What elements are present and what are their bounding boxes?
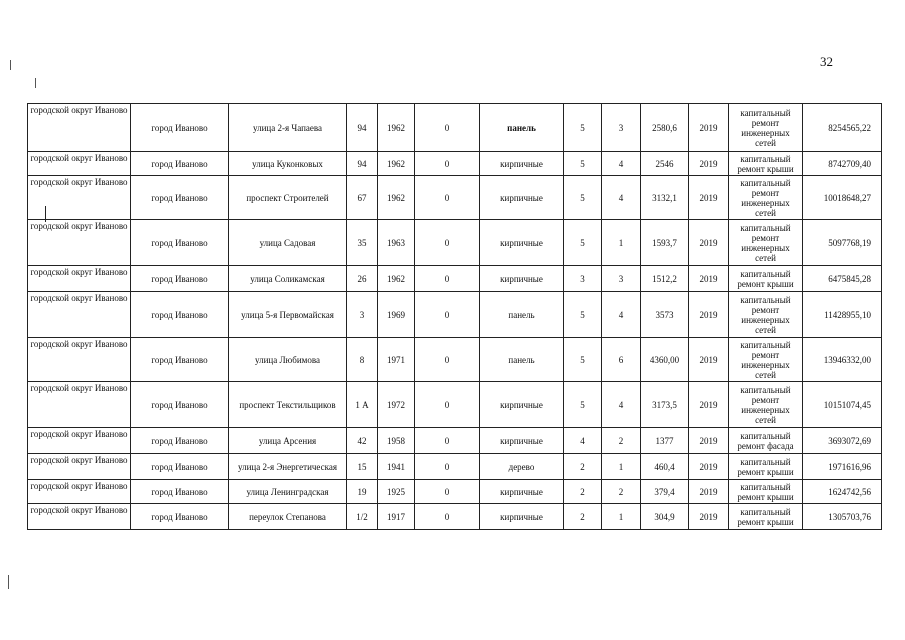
area-cell: 3173,5 [641,382,689,428]
build-year-cell: 1917 [378,504,415,530]
city-cell: город Иваново [131,104,229,152]
work-type-cell: капитальный ремонт инженерных сетей [729,382,803,428]
build-year-cell: 1963 [378,220,415,266]
table-row [28,382,882,428]
city-cell: город Иваново [131,428,229,454]
entrances-cell: 3 [602,266,641,292]
area-cell: 460,4 [641,454,689,480]
street-cell: улица Соликамская [229,266,347,292]
floors-cell: 5 [564,292,602,338]
floors-cell: 2 [564,454,602,480]
street-cell: проспект Текстильщиков [229,382,347,428]
table-row [28,428,882,454]
work-type-cell: капитальный ремонт крыши [729,454,803,480]
entrances-cell: 4 [602,292,641,338]
area-cell: 4360,00 [641,338,689,382]
cost-cell: 1305703,76 [803,504,882,530]
city-cell: город Иваново [131,480,229,504]
city-cell: город Иваново [131,292,229,338]
area-cell: 2546 [641,152,689,176]
table-row [28,152,882,176]
wall-material-cell: панель [480,104,564,152]
floors-cell: 5 [564,338,602,382]
wall-material-cell: панель [480,338,564,382]
street-cell: улица 2-я Энергетическая [229,454,347,480]
area-cell: 1512,2 [641,266,689,292]
table-row [28,454,882,480]
build-year-cell: 1972 [378,382,415,428]
street-cell: улица Куконковых [229,152,347,176]
zero-cell: 0 [415,104,480,152]
table-row [28,220,882,266]
cost-cell: 1971616,96 [803,454,882,480]
build-year-cell: 1969 [378,292,415,338]
house-number-cell: 26 [347,266,378,292]
build-year-cell: 1958 [378,428,415,454]
entrances-cell: 1 [602,504,641,530]
district-cell: городской округ Иваново [28,428,131,454]
scan-mark [35,78,36,88]
build-year-cell: 1962 [378,266,415,292]
city-cell: город Иваново [131,176,229,220]
house-number-cell: 67 [347,176,378,220]
house-number-cell: 1/2 [347,504,378,530]
house-number-cell: 3 [347,292,378,338]
table-row [28,504,882,530]
area-cell: 2580,6 [641,104,689,152]
district-cell: городской округ Иваново [28,152,131,176]
area-cell: 379,4 [641,480,689,504]
plan-year-cell: 2019 [689,428,729,454]
wall-material-cell: кирпичные [480,382,564,428]
entrances-cell: 2 [602,480,641,504]
street-cell: улица Арсения [229,428,347,454]
floors-cell: 5 [564,220,602,266]
entrances-cell: 4 [602,382,641,428]
work-type-cell: капитальный ремонт крыши [729,480,803,504]
city-cell: город Иваново [131,504,229,530]
zero-cell: 0 [415,176,480,220]
build-year-cell: 1925 [378,480,415,504]
entrances-cell: 4 [602,176,641,220]
plan-year-cell: 2019 [689,480,729,504]
cost-cell: 1624742,56 [803,480,882,504]
district-cell: городской округ Иваново [28,104,131,152]
zero-cell: 0 [415,338,480,382]
area-cell: 3573 [641,292,689,338]
build-year-cell: 1971 [378,338,415,382]
house-number-cell: 19 [347,480,378,504]
zero-cell: 0 [415,266,480,292]
plan-year-cell: 2019 [689,176,729,220]
zero-cell: 0 [415,152,480,176]
cost-cell: 10151074,45 [803,382,882,428]
floors-cell: 5 [564,176,602,220]
city-cell: город Иваново [131,338,229,382]
wall-material-cell: дерево [480,454,564,480]
city-cell: город Иваново [131,220,229,266]
house-number-cell: 42 [347,428,378,454]
entrances-cell: 6 [602,338,641,382]
street-cell: улица Любимова [229,338,347,382]
work-type-cell: капитальный ремонт крыши [729,266,803,292]
table-row [28,292,882,338]
plan-year-cell: 2019 [689,152,729,176]
zero-cell: 0 [415,382,480,428]
scan-mark [8,575,9,589]
entrances-cell: 2 [602,428,641,454]
wall-material-cell: кирпичные [480,428,564,454]
work-type-cell: капитальный ремонт инженерных сетей [729,338,803,382]
plan-year-cell: 2019 [689,338,729,382]
work-type-cell: капитальный ремонт фасада [729,428,803,454]
wall-material-cell: кирпичные [480,504,564,530]
table-row [28,176,882,220]
area-cell: 1593,7 [641,220,689,266]
cost-cell: 5097768,19 [803,220,882,266]
build-year-cell: 1962 [378,152,415,176]
house-number-cell: 94 [347,104,378,152]
page-number: 32 [820,54,833,69]
house-number-cell: 15 [347,454,378,480]
work-type-cell: капитальный ремонт крыши [729,504,803,530]
work-type-cell: капитальный ремонт инженерных сетей [729,220,803,266]
floors-cell: 5 [564,382,602,428]
build-year-cell: 1962 [378,176,415,220]
district-cell: городской округ Иваново [28,266,131,292]
district-cell: городской округ Иваново [28,480,131,504]
street-cell: улица Садовая [229,220,347,266]
floors-cell: 2 [564,480,602,504]
cost-cell: 8254565,22 [803,104,882,152]
area-cell: 3132,1 [641,176,689,220]
work-type-cell: капитальный ремонт инженерных сетей [729,292,803,338]
district-cell: городской округ Иваново [28,338,131,382]
entrances-cell: 3 [602,104,641,152]
zero-cell: 0 [415,220,480,266]
work-type-cell: капитальный ремонт крыши [729,152,803,176]
district-cell: городской округ Иваново [28,504,131,530]
plan-year-cell: 2019 [689,266,729,292]
zero-cell: 0 [415,504,480,530]
city-cell: город Иваново [131,266,229,292]
work-type-cell: капитальный ремонт инженерных сетей [729,104,803,152]
zero-cell: 0 [415,292,480,338]
wall-material-cell: кирпичные [480,266,564,292]
cost-cell: 3693072,69 [803,428,882,454]
district-cell: городской округ Иваново [28,220,131,266]
table-row [28,338,882,382]
floors-cell: 3 [564,266,602,292]
plan-year-cell: 2019 [689,454,729,480]
house-number-cell: 1 А [347,382,378,428]
district-cell: городской округ Иваново [28,176,131,220]
table-row [28,480,882,504]
zero-cell: 0 [415,454,480,480]
area-cell: 1377 [641,428,689,454]
city-cell: город Иваново [131,454,229,480]
cost-cell: 13946332,00 [803,338,882,382]
entrances-cell: 1 [602,220,641,266]
entrances-cell: 4 [602,152,641,176]
plan-year-cell: 2019 [689,220,729,266]
district-cell: городской округ Иваново [28,454,131,480]
work-type-cell: капитальный ремонт инженерных сетей [729,176,803,220]
wall-material-cell: кирпичные [480,220,564,266]
street-cell: улица 5-я Первомайская [229,292,347,338]
build-year-cell: 1941 [378,454,415,480]
wall-material-cell: панель [480,292,564,338]
district-cell: городской округ Иваново [28,382,131,428]
scan-mark [10,60,11,70]
zero-cell: 0 [415,480,480,504]
housing-repair-table [27,103,882,530]
build-year-cell: 1962 [378,104,415,152]
street-cell: переулок Степанова [229,504,347,530]
street-cell: проспект Строителей [229,176,347,220]
plan-year-cell: 2019 [689,292,729,338]
zero-cell: 0 [415,428,480,454]
house-number-cell: 94 [347,152,378,176]
cost-cell: 6475845,28 [803,266,882,292]
cost-cell: 10018648,27 [803,176,882,220]
area-cell: 304,9 [641,504,689,530]
wall-material-cell: кирпичные [480,480,564,504]
floors-cell: 2 [564,504,602,530]
wall-material-cell: кирпичные [480,152,564,176]
house-number-cell: 35 [347,220,378,266]
plan-year-cell: 2019 [689,382,729,428]
district-cell: городской округ Иваново [28,292,131,338]
floors-cell: 4 [564,428,602,454]
cost-cell: 8742709,40 [803,152,882,176]
floors-cell: 5 [564,104,602,152]
street-cell: улица 2-я Чапаева [229,104,347,152]
entrances-cell: 1 [602,454,641,480]
table-row [28,104,882,152]
city-cell: город Иваново [131,152,229,176]
city-cell: город Иваново [131,382,229,428]
table-row [28,266,882,292]
floors-cell: 5 [564,152,602,176]
cost-cell: 11428955,10 [803,292,882,338]
plan-year-cell: 2019 [689,504,729,530]
house-number-cell: 8 [347,338,378,382]
wall-material-cell: кирпичные [480,176,564,220]
plan-year-cell: 2019 [689,104,729,152]
street-cell: улица Ленинградская [229,480,347,504]
